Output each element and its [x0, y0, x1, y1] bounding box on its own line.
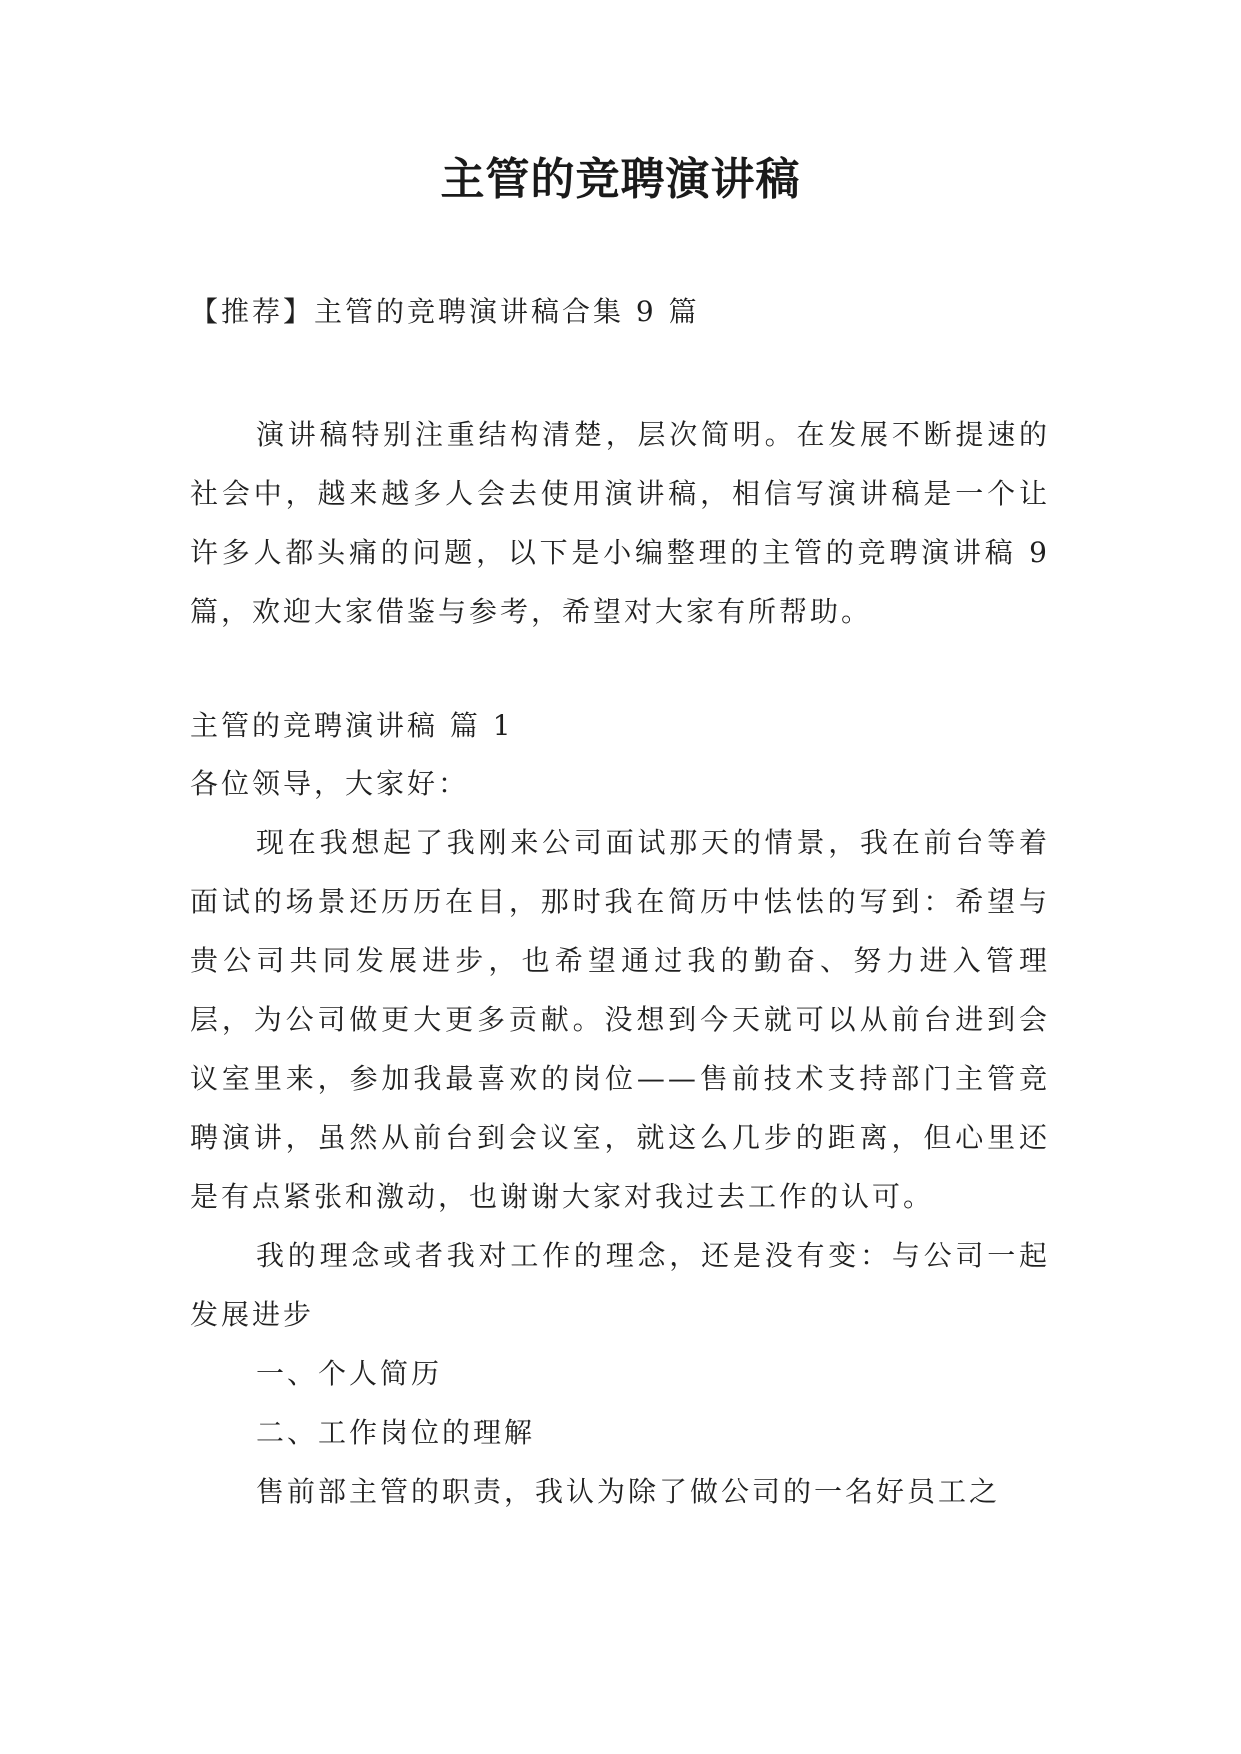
list-item: 一、个人简历	[256, 1357, 443, 1390]
article-paragraph: 售前部主管的职责，我认为除了做公司的一名好员工之	[256, 1475, 1001, 1508]
article-section	[190, 697, 1050, 1521]
list-item: 二、工作岗位的理解	[256, 1416, 536, 1449]
document-subtitle: 【推荐】主管的竞聘演讲稿合集 9 篇	[190, 295, 700, 328]
article-heading: 主管的竞聘演讲稿 篇 1	[190, 709, 514, 742]
intro-paragraph: 演讲稿特别注重结构清楚，层次简明。在发展不断提速的社会中，越来越多人会去使用演讲稿，相信写演讲稿是一个让许多人都头痛的问题，以下是小编整理的主管的竞聘演讲稿 9 篇，欢迎大家借鉴与参考，希望对大家有所帮助。	[190, 418, 1050, 628]
document-title: 主管的竞聘演讲稿	[440, 154, 801, 205]
article-greeting: 各位领导，大家好：	[190, 767, 470, 800]
article-paragraph: 我的理念或者我对工作的理念，还是没有变：与公司一起发展进步	[190, 1239, 1050, 1331]
article-paragraph: 现在我想起了我刚来公司面试那天的情景，我在前台等着面试的场景还历历在目，那时我在简历中怯怯的写到：希望与贵公司共同发展进步，也希望通过我的勤奋、努力进入管理层，为公司做更大更多贡献。没想到今天就可以从前台进到会议室里来，参加我最喜欢的岗位——售前技术支持部门主管竞聘演讲，虽然从前台到会议室，就这么几步的距离，但心里还是有点紧张和激动，也谢谢大家对我过去工作的认可。	[190, 826, 1050, 1213]
